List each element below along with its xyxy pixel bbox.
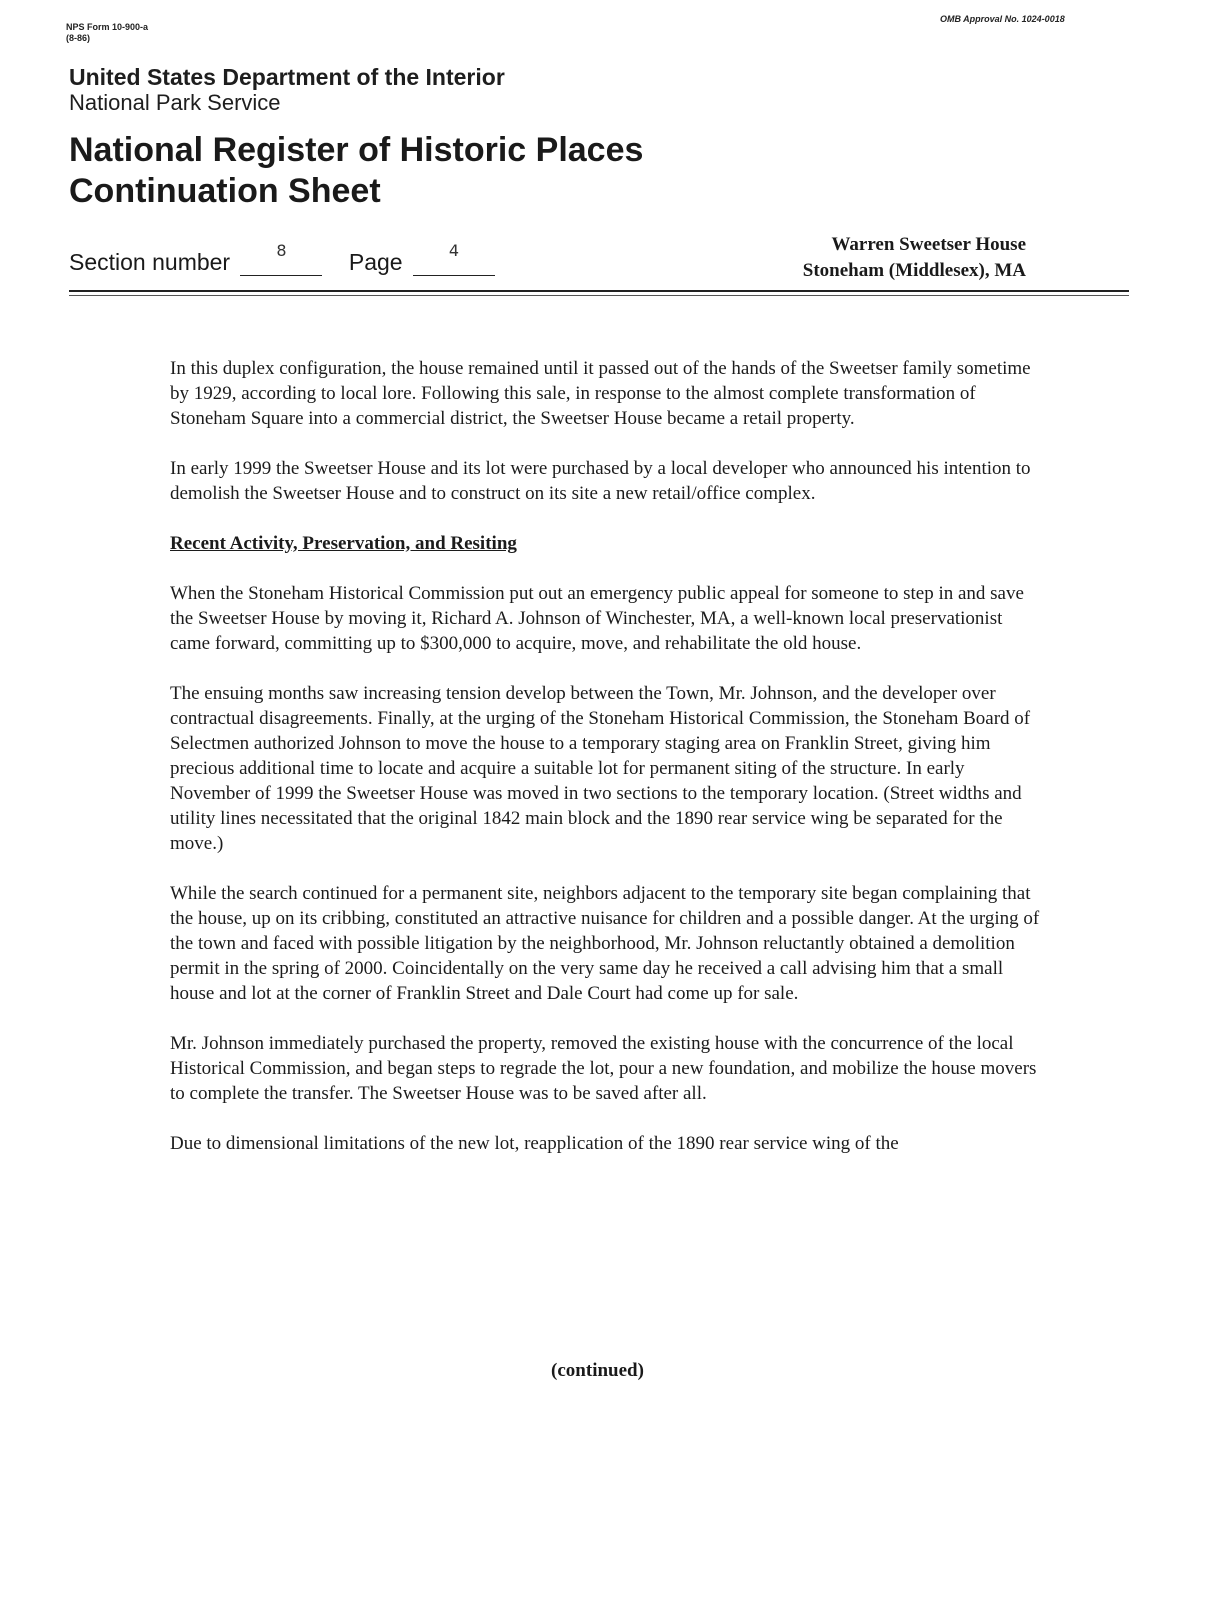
section-subheading: Recent Activity, Preservation, and Resiting — [170, 533, 517, 554]
property-block — [803, 232, 1026, 284]
omb-approval-number: OMB Approval No. 1024-0018 — [940, 14, 1065, 24]
form-date: (8-86) — [66, 33, 91, 43]
continued-note: (continued) — [551, 1360, 644, 1381]
form-number: NPS Form 10-900-a — [66, 22, 149, 32]
section-page-row — [69, 241, 495, 276]
page-label: Page — [348, 249, 403, 275]
paragraph-neighbors: While the search continued for a permanent site, neighbors adjacent to the temporary site began complaining that the house, up on its cribbing, constituted an attractive nuisance for children and a possible danger. At the urging of the town and faced with possible litigation by the neighborhood, Mr. Johnson reluctantly obtained a demolition permit in the spring of 2000. Coincidentally on the very same day he received a call advising him that a small house and lot at the corner of Franklin Street and Dale Court had come up for sale. — [170, 883, 1040, 1004]
agency-name: National Park Service — [69, 90, 281, 115]
section-number-value: 8 — [276, 241, 287, 260]
department-name: United States Department of the Interior — [69, 64, 505, 90]
paragraph-tension: The ensuing months saw increasing tension develop between the Town, Mr. Johnson, and the developer over contractual disagreements. Finally, at the urging of the Stoneham Historical Commission, the Stoneham Board of Selectmen authorized Johnson to move the house to a temporary staging area on Franklin Street, giving him precious additional time to locate and acquire a suitable lot for permanent siting of the structure. In early November of 1999 the Sweetser House was moved in two sections to the temporary location. (Street widths and utility lines necessitated that the original 1842 main block and the 1890 rear service wing be separated for the move.) — [170, 683, 1031, 854]
paragraph-duplex: In this duplex configuration, the house remained until it passed out of the hands of the Sweetser family sometime by 1929, according to local lore. Following this sale, in response to the almost complete transformation of Stoneham Square into a commercial district, the Sweetser House became a retail property. — [170, 358, 1031, 429]
paragraph-appeal: When the Stoneham Historical Commission put out an emergency public appeal for someone to step in and save the Sweetser House by moving it, Richard A. Johnson of Winchester, MA, a well-known local preservationist came forward, committing up to $300,000 to acquire, move, and rehabilitate the old house. — [170, 583, 1024, 654]
page-number-value: 4 — [448, 241, 460, 260]
paragraph-dimensional: Due to dimensional limitations of the new lot, reapplication of the 1890 rear service wing of the — [170, 1133, 899, 1154]
property-name: Warren Sweetser House — [831, 234, 1026, 255]
section-number-field — [240, 241, 322, 276]
form-identifier — [66, 22, 148, 44]
header-divider-thick — [69, 290, 1129, 292]
header-divider-thin — [69, 295, 1129, 296]
body-content — [170, 356, 1040, 1181]
document-subtitle: Continuation Sheet — [69, 172, 381, 210]
paragraph-purchase: In early 1999 the Sweetser House and its lot were purchased by a local developer who announced his intention to demolish the Sweetser House and to construct on its site a new retail/office complex. — [170, 458, 1031, 504]
document-title: National Register of Historic Places — [69, 131, 644, 169]
page-number-field — [413, 241, 495, 276]
property-location: Stoneham (Middlesex), MA — [802, 260, 1026, 281]
section-number-label: Section number — [69, 249, 231, 275]
paragraph-new-lot: Mr. Johnson immediately purchased the property, removed the existing house with the concurrence of the local Historical Commission, and began steps to regrade the lot, pour a new foundation, and mobilize the house movers to complete the transfer. The Sweetser House was to be saved after all. — [170, 1033, 1037, 1104]
